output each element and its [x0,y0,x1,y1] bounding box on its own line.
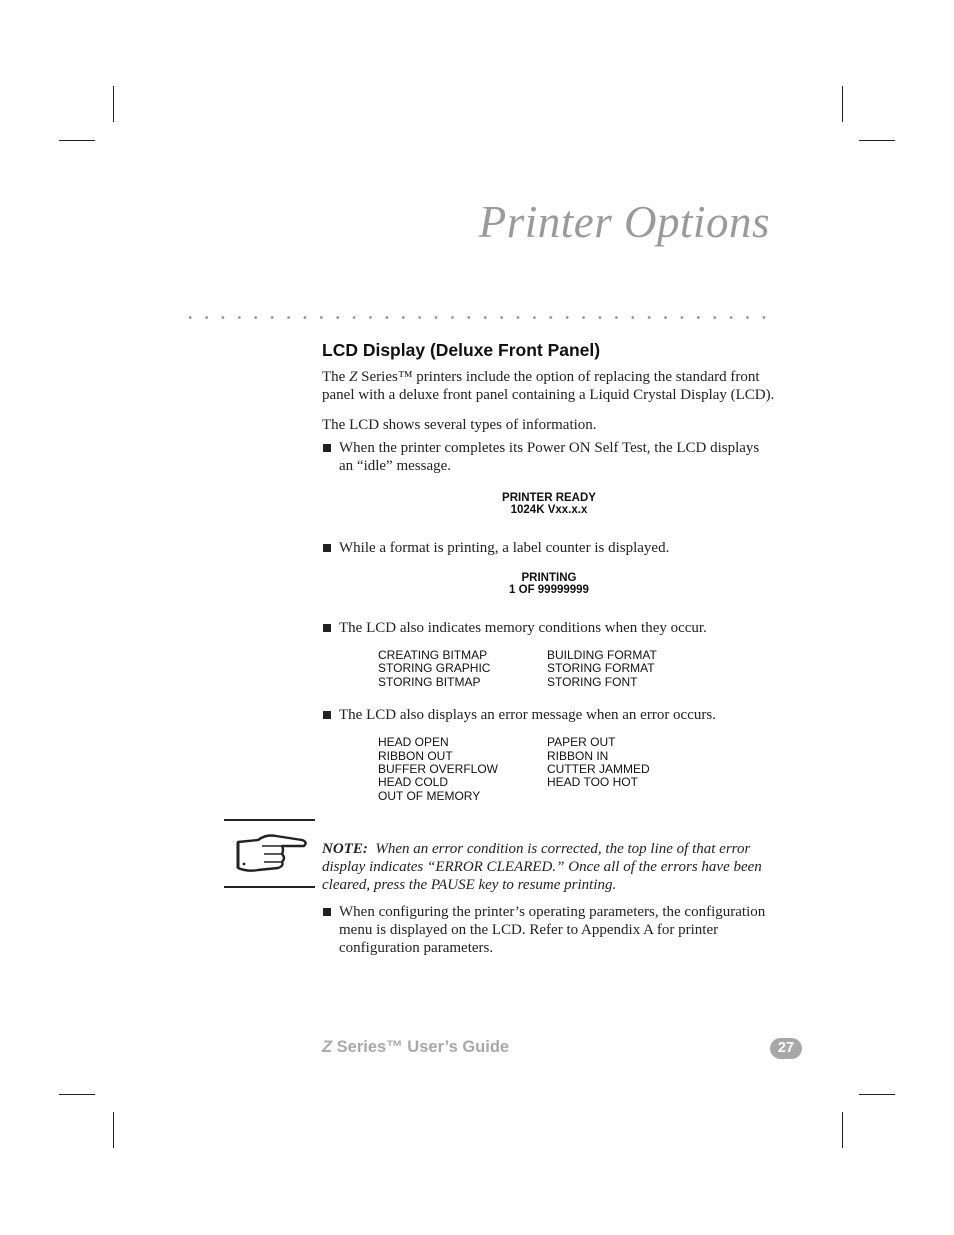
bullet-square-icon [323,544,331,552]
lcd-message: HEAD OPEN [378,735,449,750]
lcd-message: CREATING BITMAP [378,648,488,662]
lcd-message: OUT OF MEMORY [378,788,481,803]
lcd-message: BUILDING FORMAT [547,648,657,662]
error-messages [378,736,776,803]
bullet-item [322,539,776,557]
lcd-message: STORING GRAPHIC [378,661,491,676]
error-messages-right [547,736,707,803]
bullet-item [322,439,776,475]
lcd-line: PRINTER READY [502,492,596,504]
lcd-types-paragraph: The LCD shows several types of information. [322,417,597,433]
bullet-item [322,903,776,957]
crop-mark [842,1112,843,1148]
memory-messages-right [547,649,707,689]
lcd-message: HEAD TOO HOT [547,775,638,790]
lcd-message: HEAD COLD [378,775,449,790]
bullet-item [322,619,776,637]
page-number-badge: 27 [770,1038,802,1059]
memory-messages-left [378,649,547,689]
intro-prefix: The [322,369,350,385]
bullet-square-icon [323,711,331,719]
note-text [322,840,780,894]
bullet-text: When the printer completes its Power ON Self Test, the LCD displays an “idle” message. [339,440,760,474]
lcd-idle-display [322,493,776,516]
bullet-square-icon [323,444,331,452]
section-title: LCD Display (Deluxe Front Panel) [322,340,601,360]
bullet-square-icon [323,908,331,916]
lcd-message: CUTTER JAMMED [547,762,650,777]
lcd-printing-display [322,573,776,596]
dotted-divider [182,316,774,319]
crop-mark [859,140,895,141]
chapter-title: Printer Options [478,197,770,247]
memory-messages [378,649,776,689]
footer-guide-rest: Series™ User’s Guide [332,1038,510,1056]
pointing-hand-icon [232,828,308,878]
lcd-message: STORING BITMAP [378,674,481,689]
footer-series-letter: Z [322,1038,333,1056]
crop-mark [859,1094,895,1095]
bullet-text: When configuring the printer’s operating parameters, the configuration menu is displayed on the LCD. Refer to Appendix A for printer configuration parameters. [339,904,766,956]
bullet-item [322,706,776,724]
lcd-message: PAPER OUT [547,735,616,750]
lcd-message: RIBBON OUT [378,748,453,763]
footer-guide-title [322,1038,509,1057]
crop-mark [113,86,114,122]
intro-series-letter: Z [349,369,358,385]
crop-mark [59,1094,95,1095]
bullet-text: The LCD also indicates memory conditions when they occur. [339,620,707,636]
final-bullet-block [322,903,776,957]
lcd-message: STORING FONT [547,674,638,689]
lcd-message: RIBBON IN [547,748,609,763]
lcd-message: BUFFER OVERFLOW [378,762,499,777]
lcd-line: 1024K Vxx.x.x [510,503,588,516]
bullet-text: The LCD also displays an error message when an error occurs. [339,707,716,724]
lcd-message: STORING FORMAT [547,661,655,676]
note-rule-bottom [224,886,315,888]
main-content [322,340,776,803]
lcd-line: 1 OF 99999999 [509,583,589,596]
crop-mark [59,140,95,141]
lcd-line: PRINTING [521,572,577,584]
crop-mark [113,1112,114,1148]
crop-mark [842,86,843,122]
note-body: When an error condition is corrected, the top line of that error display indicates “ERROR CLEARED.” Once all of the errors have been cleared, press the PAUSE key to resume printing. [322,841,762,893]
bullet-text: While a format is printing, a label counter is displayed. [339,540,670,556]
note-rule-top [224,819,315,821]
intro-paragraph [322,368,776,404]
error-messages-left [378,736,547,803]
intro-rest: Series™ printers include the option of replacing the standard front panel with a deluxe front panel containing a Liquid Crystal Display (LCD). [322,369,775,403]
bullet-square-icon [323,624,331,632]
note-label: NOTE: [322,841,368,857]
